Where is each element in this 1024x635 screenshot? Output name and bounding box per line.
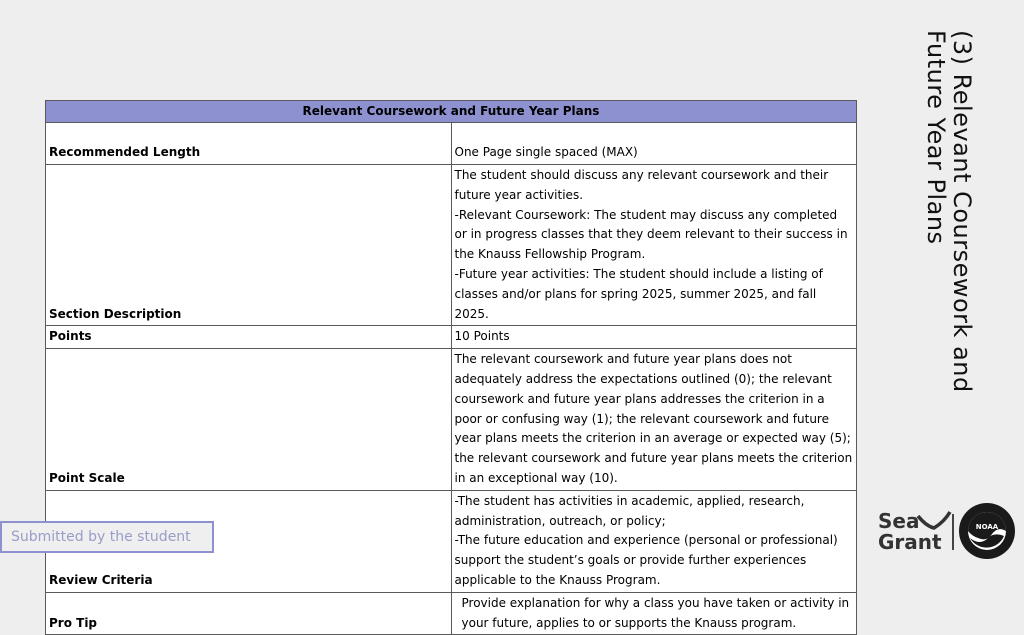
row-value-line: 10 Points	[454, 329, 510, 344]
table-header: Relevant Coursework and Future Year Plans	[46, 101, 857, 123]
row-value	[451, 123, 857, 165]
row-value	[451, 165, 857, 326]
slide-title-line-1: (3) Relevant Coursework and	[948, 30, 976, 393]
table-row	[46, 123, 857, 165]
table-row	[46, 349, 857, 491]
row-value	[451, 349, 857, 491]
row-label: Recommended Length	[46, 123, 452, 165]
row-value-line: Provide explanation for why a class you have taken or activity in your future, applies to or supports the Knauss program.	[461, 595, 850, 630]
rubric-table	[45, 100, 857, 635]
submitted-by-badge: Submitted by the student	[0, 521, 214, 553]
noaa-logo-icon	[958, 502, 1016, 560]
table-row	[46, 592, 857, 635]
noaa-logo-text: NOAA	[975, 523, 999, 531]
row-label: Points	[46, 326, 452, 349]
table-row	[46, 326, 857, 349]
row-value	[451, 592, 857, 635]
row-value-line: -The student has activities in academic, applied, research, administration, outreach, or policy;	[454, 493, 805, 528]
row-value-line: The student should discuss any relevant coursework and their future year activities.	[454, 168, 829, 202]
sea-grant-logo-sea: Sea	[878, 509, 920, 533]
row-value-line: The relevant coursework and future year plans does not adequately address the expectations outlined (0); the relevant coursework and future year plans addresses the criterion in a poor or confusing way (1); the relevant coursework and future year plans meets the criterion in an average or expected way (5); the relevant coursework and future year plans meets the criterion in an exceptional way (10).	[454, 352, 853, 485]
table-row	[46, 165, 857, 326]
logo-divider	[952, 514, 954, 550]
row-value-line: -Relevant Coursework: The student may discuss any completed or in progress classes that they deem relevant to their success in the Knauss Fellowship Program.	[454, 207, 848, 262]
sea-grant-logo-grant: Grant	[878, 530, 942, 554]
row-value	[451, 326, 857, 349]
row-label: Section Description	[46, 165, 452, 326]
row-value	[451, 490, 857, 592]
slide-title	[922, 30, 976, 440]
row-label: Pro Tip	[46, 592, 452, 635]
logos	[876, 500, 1016, 562]
wave-icon	[916, 510, 952, 532]
slide-title-line-2: Future Year Plans	[922, 30, 950, 245]
table-header-row	[46, 101, 857, 123]
row-value-line: -The future education and experience (personal or professional) support the student’s goals or provide further experiences applicable to the Knauss Program.	[454, 533, 838, 587]
row-label: Point Scale	[46, 349, 452, 491]
row-label: Review Criteria	[46, 490, 452, 592]
row-value-line: -Future year activities: The student should include a listing of classes and/or plans for spring 2025, summer 2025, and fall 2025.	[454, 266, 823, 321]
row-value-line: One Page single spaced (MAX)	[454, 145, 638, 160]
